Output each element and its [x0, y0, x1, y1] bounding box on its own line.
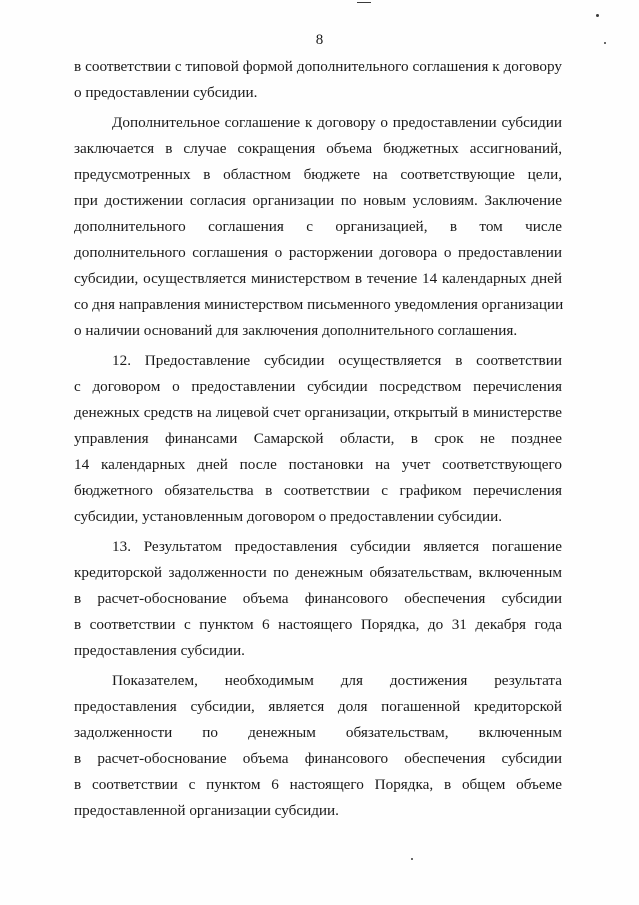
paragraph-indicator — [74, 668, 562, 824]
text-line: задолженности по денежным обязательствам, включенным — [74, 724, 562, 741]
paragraph-additional-agreement — [74, 110, 562, 344]
text-line: в расчет-обоснование объема финансового обеспечения субсидии — [74, 750, 562, 767]
text-line: предоставления субсидии. — [74, 642, 245, 659]
text-line: предоставления субсидии, является доля погашенной кредиторской — [74, 698, 562, 715]
scan-speck — [604, 42, 606, 44]
text-line: предусмотренных в областном бюджете на соответствующие цели, — [74, 166, 562, 183]
text-line: субсидии, осуществляется министерством в течение 14 календарных дней — [74, 270, 562, 287]
text-line: дополнительного соглашения о расторжении договора о предоставлении — [74, 244, 562, 261]
text-line: 14 календарных дней после постановки на учет соответствующего — [74, 456, 562, 473]
text-line: о наличии оснований для заключения дополнительного соглашения. — [74, 322, 518, 339]
text-line: дополнительного соглашения с организацией, в том числе — [74, 218, 562, 235]
text-line: денежных средств на лицевой счет организации, открытый в министерстве — [74, 404, 562, 421]
text-line: в соответствии с пунктом 6 настоящего Порядка, до 31 декабря года — [74, 616, 562, 633]
text-line: Показателем, необходимым для достижения результата — [112, 672, 562, 689]
text-line: 13. Результатом предоставления субсидии является погашение — [112, 538, 562, 555]
text-line: в расчет-обоснование объема финансового обеспечения субсидии — [74, 590, 562, 607]
text-line: 12. Предоставление субсидии осуществляется в соответствии — [112, 352, 562, 369]
text-line: с договором о предоставлении субсидии посредством перечисления — [74, 378, 562, 395]
text-line: субсидии, установленным договором о предоставлении субсидии. — [74, 508, 503, 525]
paragraph-continuation — [74, 54, 562, 106]
document-body — [74, 54, 562, 824]
text-line: бюджетного обязательства в соответствии с графиком перечисления — [74, 482, 562, 499]
text-line: предоставленной организации субсидии. — [74, 802, 339, 819]
paragraph-item-13 — [74, 534, 562, 664]
text-line: со дня направления министерством письменного уведомления организации — [74, 296, 564, 313]
text-line: при достижении согласия организации по новым условиям. Заключение — [74, 192, 562, 209]
paragraph-item-12 — [74, 348, 562, 530]
text-line: в соответствии с пунктом 6 настоящего Порядка, в общем объеме — [74, 776, 562, 793]
page-number: 8 — [315, 32, 324, 48]
text-line: Дополнительное соглашение к договору о предоставлении субсидии — [112, 114, 562, 131]
text-line: заключается в случае сокращения объема бюджетных ассигнований, — [74, 140, 562, 157]
text-line: о предоставлении субсидии. — [74, 84, 258, 101]
scan-speck — [411, 858, 413, 860]
scan-speck — [596, 14, 599, 17]
text-line: управления финансами Самарской области, в срок не позднее — [74, 430, 562, 447]
text-line: кредиторской задолженности по денежным обязательствам, включенным — [74, 564, 562, 581]
text-line: в соответствии с типовой формой дополнительного соглашения к договору — [74, 58, 562, 75]
scan-speck — [357, 2, 371, 3]
